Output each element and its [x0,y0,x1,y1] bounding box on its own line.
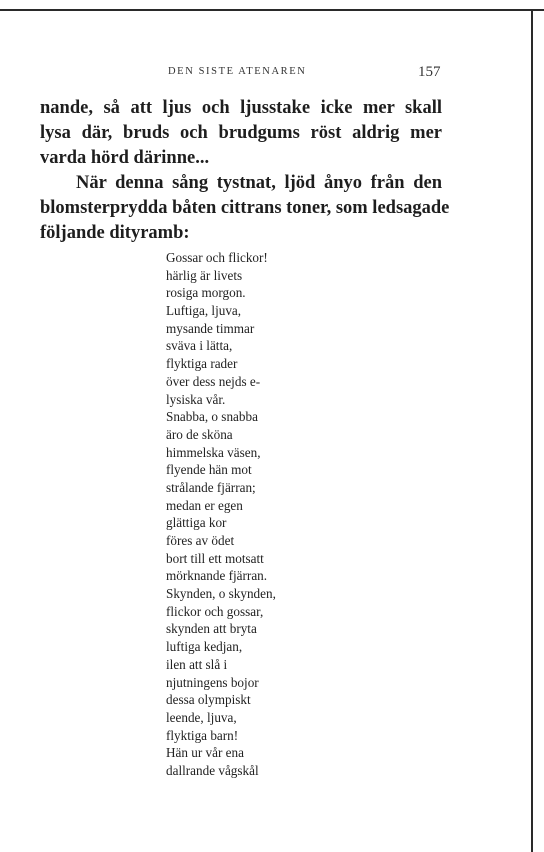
dithyramb-poem [166,249,276,780]
poem-line: flickor och gossar, [166,603,264,619]
page-number: 157 [418,64,441,80]
poem-line: flyktiga rader [166,356,238,372]
poem-line: glättiga kor [166,515,227,531]
poem-line: flyende hän mot [166,462,252,478]
poem-line: skynden att bryta [166,621,257,637]
poem-line: dessa olympiskt [166,692,251,708]
poem-line: ilen att slå i [166,656,228,672]
poem-line: medan er egen [166,497,243,513]
poem-line: luftiga kedjan, [166,639,243,655]
prose-line: lysa där, bruds och brudgums röst aldrig mer [40,123,442,143]
poem-line: bort till ett motsatt [166,550,264,566]
poem-line: njutningens bojor [166,674,259,690]
poem-line: dallrande vågskål [166,762,259,778]
running-title: DEN SISTE ATENAREN [168,66,307,77]
poem-line: föres av ödet [166,533,235,548]
prose-line: varda hörd därinne... [40,148,210,168]
running-header [0,64,544,84]
poem-line: Skynden, o skynden, [166,586,276,602]
prose-block [40,96,450,246]
poem-line: lysiska vår. [166,391,226,407]
prose-line: följande dityramb: [40,223,190,243]
prose-line: När denna sång tystnat, ljöd ånyo från den [76,173,442,193]
poem-line: Hän ur vår ena [166,745,244,761]
poem-line: sväva i lätta, [166,338,233,354]
poem-line: rosiga morgon. [166,285,246,301]
poem-line: Gossar och flickor! [166,250,268,265]
poem-line: äro de sköna [166,426,233,442]
poem-line: strålande fjärran; [166,479,256,495]
poem-line: mörknande fjärran. [166,568,268,584]
poem-line: leende, ljuva, [166,709,237,725]
poem-line: flyktiga barn! [166,727,239,743]
poem-line: Luftiga, ljuva, [166,303,242,319]
poem-line: härlig är livets [166,267,243,283]
poem-line: över dess nejds e- [166,373,261,389]
poem-line: Snabba, o snabba [166,409,258,425]
prose-line: nande, så att ljus och ljusstake icke mer skall [40,98,442,118]
prose-line: blomsterprydda båten cittrans toner, som ledsagade [40,198,450,218]
poem-line: himmelska väsen, [166,444,261,460]
top-page-border [0,9,544,11]
poem-line: mysande timmar [166,320,255,336]
right-page-border [531,10,533,852]
